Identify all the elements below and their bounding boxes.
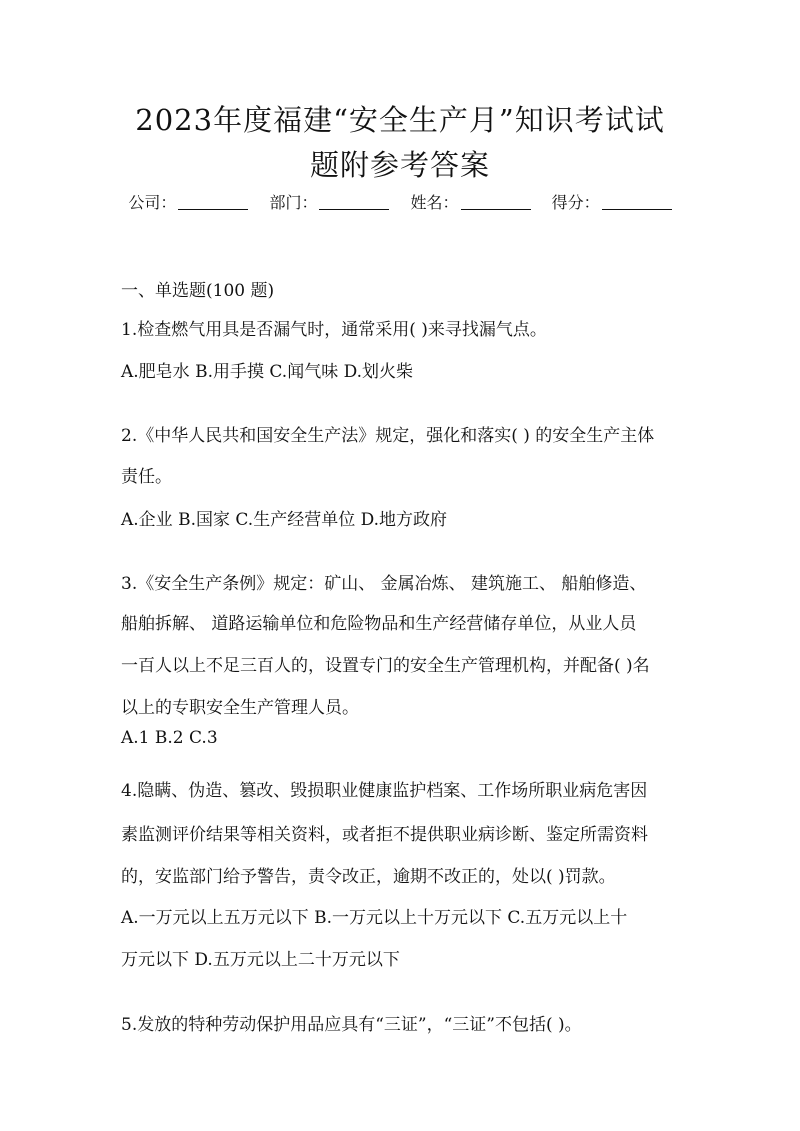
fill-blank	[178, 209, 248, 210]
document-title-line-1: 2023年度福建“安全生产月”知识考试试	[135, 103, 665, 137]
question-4-text-line: 4.隐瞒、伪造、篡改、毁损职业健康监护档案、工作场所职业病危害因	[121, 781, 648, 801]
question-3-text-line: 以上的专职安全生产管理人员。	[121, 698, 359, 718]
question-4-options: A.一万元以上五万元以下 B.一万元以上十万元以下 C.五万元以上十	[121, 908, 628, 928]
question-2-text-line: 责任。	[121, 467, 172, 487]
question-3-options: A.1 B.2 C.3	[121, 728, 218, 748]
question-4-text-line: 素监测评价结果等相关资料，或者拒不提供职业病诊断、鉴定所需资料	[121, 825, 648, 845]
question-2-options: A.企业 B.国家 C.生产经营单位 D.地方政府	[121, 510, 448, 530]
question-3-text-line: 一百人以上不足三百人的，设置专门的安全生产管理机构，并配备( )名	[121, 656, 650, 676]
question-5-text-line: 5.发放的特种劳动保护用品应具有“三证”，“三证”不包括( )。	[121, 1015, 582, 1035]
question-3-text-line: 3.《安全生产条例》规定：矿山、 金属冶炼、 建筑施工、 船舶修造、	[121, 574, 647, 594]
info-fields-row	[0, 190, 800, 213]
info-field-score	[552, 190, 672, 213]
info-field-label: 姓名：	[410, 193, 459, 212]
info-field-department	[269, 190, 389, 213]
fill-blank	[602, 209, 672, 210]
fill-blank	[319, 209, 389, 210]
question-1-text-line: 1.检查燃气用具是否漏气时，通常采用( )来寻找漏气点。	[121, 320, 547, 340]
question-3-text-line: 船舶拆解、 道路运输单位和危险物品和生产经营储存单位，从业人员	[121, 614, 637, 634]
info-field-label: 公司：	[128, 193, 177, 212]
section-heading: 一、单选题(100 题)	[121, 281, 275, 301]
info-field-company	[128, 190, 248, 213]
info-field-name	[411, 190, 531, 213]
question-4-options: 万元以下 D.五万元以上二十万元以下	[121, 950, 400, 970]
fill-blank	[461, 209, 531, 210]
document-title-line-2: 题附参考答案	[309, 148, 490, 182]
info-field-label: 部门：	[269, 193, 318, 212]
question-2-text-line: 2.《中华人民共和国安全生产法》规定，强化和落实( ) 的安全生产主体	[121, 426, 655, 446]
question-1-options: A.肥皂水 B.用手摸 C.闻气味 D.划火柴	[121, 362, 414, 382]
info-field-label: 得分：	[551, 193, 600, 212]
question-4-text-line: 的，安监部门给予警告，责令改正，逾期不改正的，处以( )罚款。	[121, 867, 616, 887]
